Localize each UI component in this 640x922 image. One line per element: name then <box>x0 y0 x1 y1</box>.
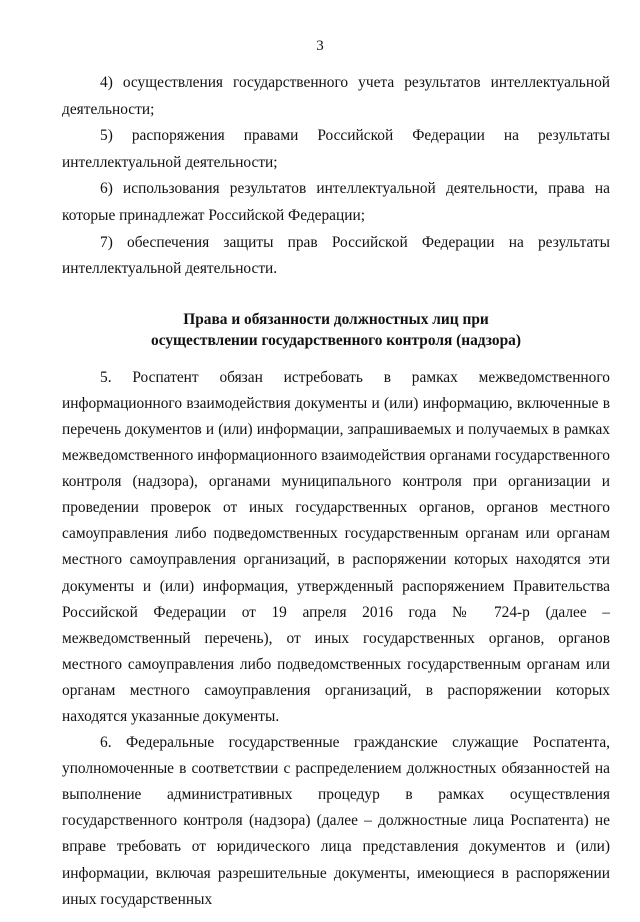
document-body <box>62 70 610 913</box>
section-heading <box>62 309 610 351</box>
page-number: 3 <box>316 38 324 54</box>
list-item-4: 4) осуществления государственного учета результатов интеллектуальной деятельности; <box>62 74 610 118</box>
paragraph-5: 5. Роспатент обязан истребовать в рамках межведомственного информационного взаимодействия документы и (или) информацию, включенные в перечень документов и (или) информации, запрашиваемых и получаемых в рамках межведомственного информационного взаимодействия органами государственного контроля (надзора), органами муниципального контроля при организации и проведении проверок от иных государственных органов, органов местного самоуправления либо подведомственных государственным органам или органам местного самоуправления организаций, в распоряжении которых находятся эти документы и (или) информация, утвержденный распоряжением Правительства Российской Федерации от 19 апреля 2016 года № 724-р (далее – межведомственный перечень), от иных государственных органов, органов местного самоуправления либо подведомственных государственным органам или органам местного самоуправления организаций, в распоряжении которых находятся указанные документы. <box>62 368 610 725</box>
list-item-7: 7) обеспечения защиты прав Российской Федерации на результаты интеллектуальной деятельности. <box>62 233 610 278</box>
paragraph-6: 6. Федеральные государственные гражданские служащие Роспатента, уполномоченные в соответствии с распределением должностных обязанностей на выполнение административных процедур в рамках осуществления государственного контроля (надзора) (далее – должностные лица Роспатента) не вправе требовать от юридического лица представления документов и (или) информации, включая разрешительные документы, имеющиеся в распоряжении иных государственных <box>62 734 610 908</box>
section-heading-line-2: осуществлении государственного контроля (надзора) <box>151 331 521 349</box>
section-heading-line-1: Права и обязанности должностных лиц при <box>183 310 489 328</box>
list-item-5: 5) распоряжения правами Российской Федерации на результаты интеллектуальной деятельности; <box>62 127 610 171</box>
list-item-6: 6) использования результатов интеллектуальной деятельности, права на которые принадлежат Российской Федерации; <box>62 180 610 224</box>
